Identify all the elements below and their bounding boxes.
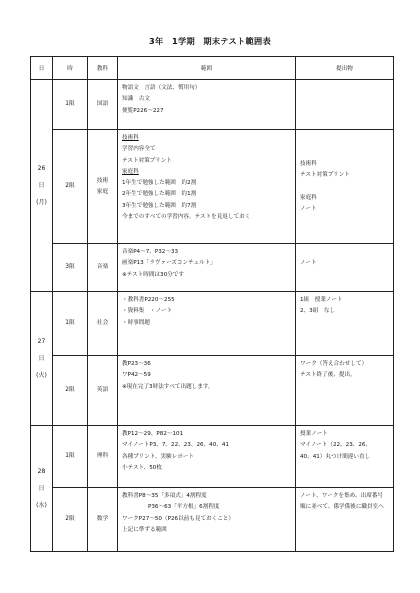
submission-line: ノート bbox=[300, 205, 317, 212]
range-cell bbox=[118, 426, 296, 488]
submission-line: 2、3組 なし bbox=[300, 308, 336, 315]
header-period: 時 bbox=[53, 57, 88, 80]
range-cell bbox=[118, 80, 296, 130]
table-row bbox=[31, 244, 394, 292]
range-cell bbox=[118, 244, 296, 292]
range-line: ワークP27～50（P26以前も見ておくこと） bbox=[122, 515, 235, 522]
day-unit: 日 bbox=[38, 182, 45, 189]
submission-line: ノート、ワークを集め、出席番号 bbox=[300, 493, 384, 499]
subject-label: 家庭 bbox=[96, 188, 109, 195]
range-cell bbox=[118, 356, 296, 426]
header-submission: 提出物 bbox=[296, 57, 394, 80]
table-row bbox=[31, 426, 394, 488]
day-cell bbox=[31, 426, 53, 552]
submission-cell bbox=[296, 80, 394, 130]
range-line: ・教科書P220～255 bbox=[122, 297, 175, 303]
submission-line: ワーク（答え合わせして） bbox=[300, 361, 368, 367]
range-line: P36～63「平方根」6割程度 bbox=[148, 504, 220, 511]
submission-cell bbox=[296, 292, 394, 356]
period-cell: 2限 bbox=[53, 356, 88, 426]
range-line: 技術科 bbox=[122, 135, 139, 141]
subject-cell bbox=[88, 80, 118, 130]
range-line: ・時事問題 bbox=[122, 319, 150, 326]
submission-cell bbox=[296, 356, 394, 426]
subject-cell bbox=[88, 426, 118, 488]
subject-label: 理科 bbox=[96, 453, 109, 459]
subject-label: 技術 bbox=[96, 177, 109, 184]
range-line: 学習内容全て bbox=[122, 146, 156, 153]
range-line: 2年生で勉強した範囲 約1割 bbox=[122, 191, 197, 198]
period-cell: 1限 bbox=[53, 80, 88, 130]
range-cell bbox=[118, 488, 296, 552]
range-line: 各種プリント、実験レポート bbox=[122, 453, 194, 460]
range-line: ・資料集 ・ノート bbox=[122, 308, 173, 315]
range-line: 教科書P8～35「多項式」4割程度 bbox=[122, 493, 207, 499]
range-cell bbox=[118, 130, 296, 244]
submission-line: ノート bbox=[300, 260, 317, 267]
submission-line: 40、41）丸つけ間違い直し bbox=[300, 453, 371, 460]
header-range: 範囲 bbox=[118, 57, 296, 80]
submission-line bbox=[300, 181, 389, 192]
period-cell: 1限 bbox=[53, 426, 88, 488]
range-line: 教P23～36 bbox=[122, 361, 151, 367]
range-line: ※テスト時間は30分です bbox=[122, 271, 184, 278]
range-line: 今までのすべての学習内容。テストを見返しておく bbox=[122, 214, 251, 221]
range-line: 家庭科 bbox=[122, 168, 139, 175]
period-cell: 2限 bbox=[53, 130, 88, 244]
submission-line: 授業ノート bbox=[300, 431, 328, 437]
submission-line: テスト対策プリント bbox=[300, 172, 350, 179]
header-row bbox=[31, 57, 394, 80]
submission-cell bbox=[296, 426, 394, 488]
day-unit: 日 bbox=[38, 485, 45, 492]
subject-label: 国語 bbox=[96, 101, 109, 107]
subject-label: 社会 bbox=[96, 320, 109, 326]
submission-cell bbox=[296, 488, 394, 552]
period-cell: 2限 bbox=[53, 488, 88, 552]
subject-cell bbox=[88, 292, 118, 356]
subject-cell bbox=[88, 488, 118, 552]
table-row bbox=[31, 356, 394, 426]
table-row bbox=[31, 292, 394, 356]
day-unit: 日 bbox=[38, 355, 45, 362]
table-row bbox=[31, 80, 394, 130]
range-line: 音楽P4～7、P32～33 bbox=[122, 249, 179, 255]
day-number: 28 bbox=[37, 468, 46, 475]
exam-range-table bbox=[30, 56, 394, 552]
subject-label: 音楽 bbox=[96, 264, 109, 270]
range-line: ※現在完了3時法すべて出題します。 bbox=[122, 383, 214, 390]
range-line: 便覧P226～227 bbox=[122, 107, 164, 114]
header-day: 日 bbox=[31, 57, 53, 80]
day-weekday: (水) bbox=[36, 502, 47, 509]
range-line: ワP42～59 bbox=[122, 372, 151, 379]
range-line: 知識 古文 bbox=[122, 96, 150, 103]
submission-cell bbox=[296, 130, 394, 244]
submission-line: マイノート（22、23、26、 bbox=[300, 442, 372, 449]
submission-line: 技術科 bbox=[300, 160, 317, 167]
submission-line: 順に並べて、係学係後に職員室へ bbox=[300, 504, 384, 511]
table-row bbox=[31, 488, 394, 552]
table-row bbox=[31, 130, 394, 244]
range-line: 3年生で勉強した範囲 約7割 bbox=[122, 202, 197, 209]
submission-line bbox=[300, 247, 389, 258]
submission-line: 1組 授業ノート bbox=[300, 297, 343, 303]
day-number: 26 bbox=[37, 165, 46, 172]
day-weekday: (月) bbox=[36, 199, 47, 206]
range-line: テスト対策プリント bbox=[122, 157, 172, 164]
range-line: マイノートP3、7、22、23、26、40、41 bbox=[122, 442, 229, 449]
subject-cell bbox=[88, 244, 118, 292]
subject-cell bbox=[88, 130, 118, 244]
day-number: 27 bbox=[37, 338, 46, 345]
range-cell bbox=[118, 292, 296, 356]
range-line: 教P12～29、P82～101 bbox=[122, 431, 184, 437]
range-line: 小テスト、50枚 bbox=[122, 464, 162, 471]
range-line: 画楽P13「ラヴァーズコンチェルト」 bbox=[122, 260, 216, 267]
subject-label: 英語 bbox=[96, 387, 109, 393]
page-title: 3年 1学期 期末テスト範囲表 bbox=[148, 36, 271, 46]
range-line: 1年生で勉強した範囲 約2割 bbox=[122, 180, 197, 187]
day-cell bbox=[31, 80, 53, 292]
submission-line: 家庭科 bbox=[300, 194, 317, 201]
day-cell bbox=[31, 292, 53, 426]
header-subject: 教科 bbox=[88, 57, 118, 80]
range-line: 上記に準ずる範囲 bbox=[122, 526, 167, 533]
submission-line: テスト終了後、提出。 bbox=[300, 372, 356, 379]
submission-cell bbox=[296, 244, 394, 292]
subject-label: 数学 bbox=[96, 516, 109, 522]
range-line: 物語文 言語（文法、慣用句） bbox=[122, 85, 201, 91]
period-cell: 1限 bbox=[53, 292, 88, 356]
day-weekday: (火) bbox=[36, 372, 47, 379]
period-cell: 3限 bbox=[53, 244, 88, 292]
subject-cell bbox=[88, 356, 118, 426]
